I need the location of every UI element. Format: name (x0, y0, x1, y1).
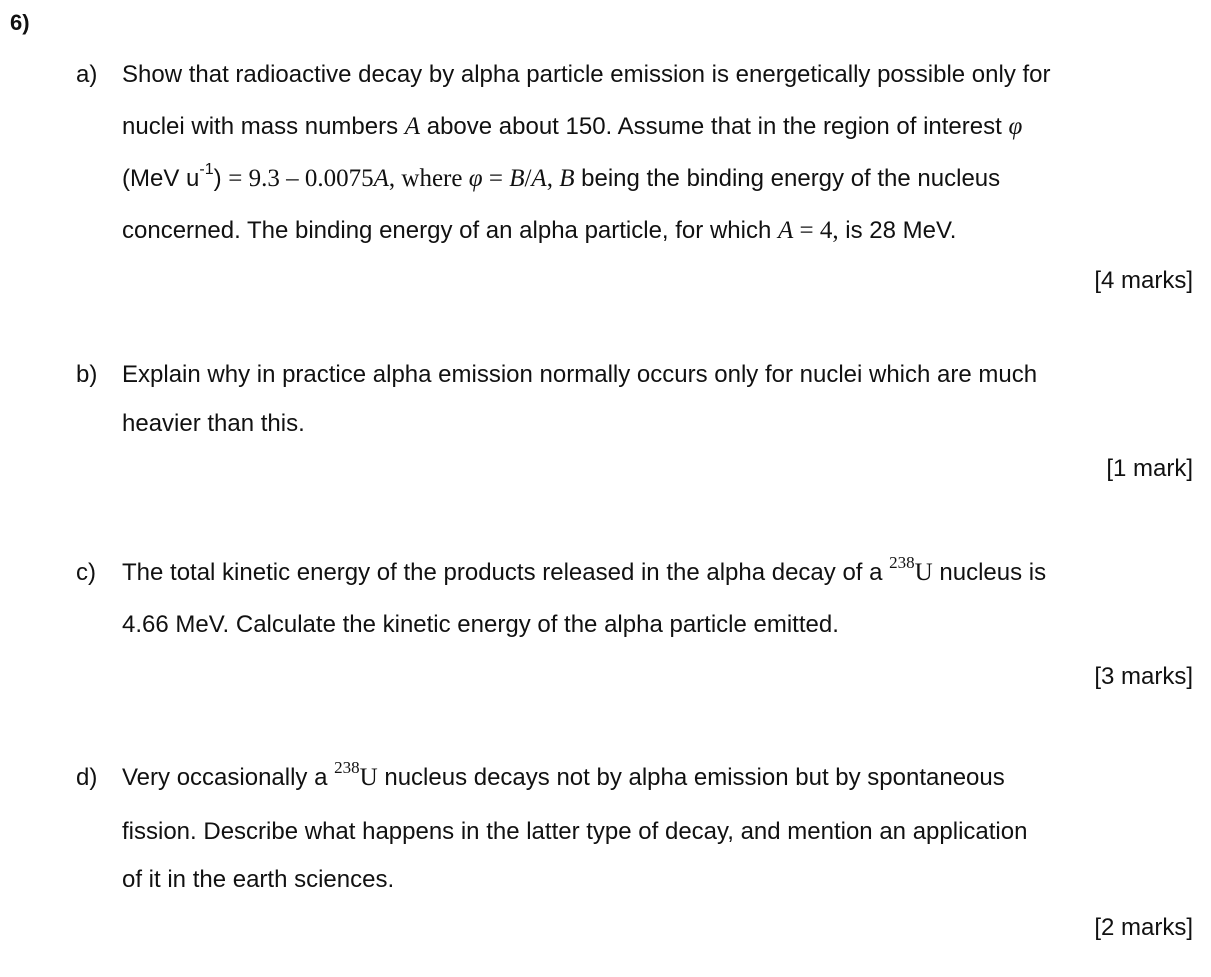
part-a-label: a) (76, 61, 98, 88)
part-d-line-3: of it in the earth sciences. (122, 866, 395, 893)
part-d-label: d) (76, 764, 98, 791)
part-c-line-1: The total kinetic energy of the products released in the alpha decay of a $^{238}$U nucleus is (122, 553, 1047, 586)
question-number: 6) (10, 10, 30, 35)
part-b-label: b) (76, 361, 98, 388)
part-c-line-2: 4.66 MeV. Calculate the kinetic energy of the alpha particle emitted. (122, 611, 839, 638)
part-c-label: c) (76, 559, 96, 586)
part-a-marks: [4 marks] (1094, 267, 1193, 294)
part-b-line-2: heavier than this. (122, 410, 305, 437)
part-a-line-2: nuclei with mass numbers A above about 150. Assume that in the region of interest φ (122, 113, 1023, 140)
part-a-line-1: Show that radioactive decay by alpha particle emission is energetically possible only for (122, 61, 1051, 88)
part-a-line-3: (MeV $u^{-1}) = 9.3 - 0.0075A$, where φ = B/A, B being the binding energy of the nucleus (122, 161, 1001, 192)
part-a-line-4: concerned. The binding energy of an alpha particle, for which A = 4, is 28 MeV. (122, 217, 957, 244)
part-b-text (122, 349, 1202, 447)
part-c-marks: [3 marks] (1094, 663, 1193, 690)
part-d-text (122, 752, 1202, 904)
part-d-line-1: Very occasionally a $^{238}$U nucleus decays not by alpha emission but by spontaneous (122, 758, 1005, 791)
part-b-marks: [1 mark] (1106, 455, 1193, 482)
part-d-marks: [2 marks] (1094, 914, 1193, 941)
part-d-line-2: fission. Describe what happens in the latter type of decay, and mention an application (122, 818, 1028, 845)
part-c-text (122, 547, 1202, 651)
part-a-text (122, 49, 1202, 257)
part-b-line-1: Explain why in practice alpha emission normally occurs only for nuclei which are much (122, 361, 1038, 388)
